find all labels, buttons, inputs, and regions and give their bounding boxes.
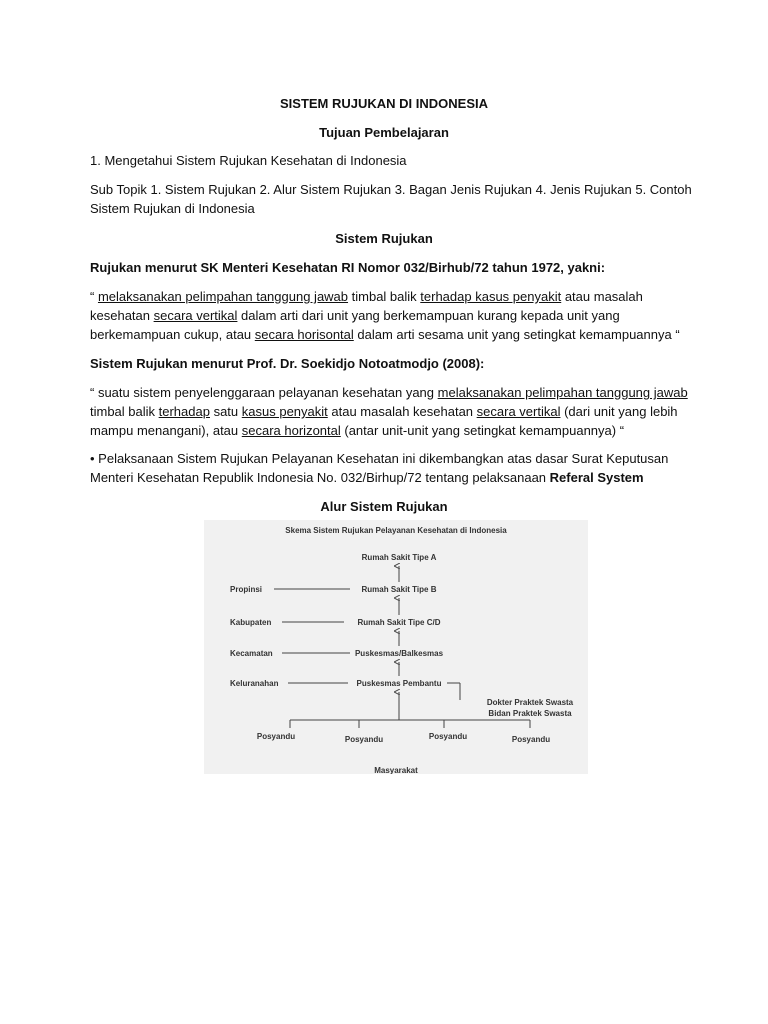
subtopic-line-1: Sub Topik 1. Sistem Rujukan 2. Alur Sistem Rujukan 3. Bagan Jenis Rujukan 4. Jenis Rujukan 5. Contoh (90, 182, 692, 197)
section-heading-alur: Alur Sistem Rujukan (320, 499, 448, 514)
posyandu-2: Posyandu (344, 735, 384, 744)
referral-diagram-svg (204, 520, 588, 774)
quote1-line-1: “ melaksanakan pelimpahan tanggung jawab timbal balik terhadap kasus penyakit atau masalah (90, 289, 643, 304)
private-doctor: Dokter Praktek Swasta (486, 698, 574, 707)
notoatmodjo-heading: Sistem Rujukan menurut Prof. Dr. Soekidjo Notoatmodjo (2008): (90, 356, 485, 371)
region-kabupaten: Kabupaten (230, 618, 272, 627)
posyandu-1: Posyandu (256, 732, 296, 741)
referral-flow-diagram (204, 520, 588, 774)
quote1-line-3: berkemampuan cukup, atau secara horisontal dalam arti sesama unit yang setingkat kemampuannya “ (90, 327, 680, 342)
bullet-line-2: Menteri Kesehatan Republik Indonesia No. 032/Birhup/72 tentang pelaksanaan Referal System (90, 470, 644, 485)
page-title: SISTEM RUJUKAN DI INDONESIA (279, 96, 489, 111)
region-propinsi: Propinsi (230, 585, 263, 594)
section-heading-sistem-rujukan: Sistem Rujukan (335, 231, 433, 246)
level-rs-tipe-cd: Rumah Sakit Tipe C/D (357, 618, 441, 627)
level-rs-tipe-b: Rumah Sakit Tipe B (361, 585, 437, 594)
quote2-line-1: “ suatu sistem penyelenggaraan pelayanan kesehatan yang melaksanakan pelimpahan tanggung jawab (90, 385, 688, 400)
subtopic-line-2: Sistem Rujukan di Indonesia (90, 201, 255, 216)
learning-objective: 1. Mengetahui Sistem Rujukan Kesehatan di Indonesia (90, 153, 407, 168)
posyandu-4: Posyandu (511, 735, 551, 744)
masyarakat-label: Masyarakat (374, 766, 418, 774)
sk-menteri-intro: Rujukan menurut SK Menteri Kesehatan RI Nomor 032/Birhub/72 tahun 1972, yakni: (90, 260, 606, 275)
bullet-line-1: • Pelaksanaan Sistem Rujukan Pelayanan Kesehatan ini dikembangkan atas dasar Surat Keputusan (90, 451, 669, 466)
quote2-line-3: mampu menangani), atau secara horizontal (antar unit-unit yang setingkat kemampuannya) “ (90, 423, 625, 438)
private-midwife: Bidan Praktek Swasta (488, 709, 572, 718)
page-subtitle: Tujuan Pembelajaran (319, 125, 449, 140)
level-puskesmas: Puskesmas/Balkesmas (354, 649, 444, 658)
diagram-title: Skema Sistem Rujukan Pelayanan Kesehatan di Indonesia (285, 526, 507, 535)
region-keluranahan: Keluranahan (230, 679, 279, 688)
quote1-line-2: kesehatan secara vertikal dalam arti dari unit yang berkemampuan kurang kepada unit yang (90, 308, 620, 323)
region-kecamatan: Kecamatan (230, 649, 273, 658)
posyandu-3: Posyandu (428, 732, 468, 741)
level-rs-tipe-a: Rumah Sakit Tipe A (361, 553, 437, 562)
region-connectors (274, 589, 530, 728)
quote2-line-2: timbal balik terhadap satu kasus penyakit atau masalah kesehatan secara vertikal (dari unit yang lebih (90, 404, 678, 419)
level-puskesmas-pembantu: Puskesmas Pembantu (356, 679, 442, 688)
